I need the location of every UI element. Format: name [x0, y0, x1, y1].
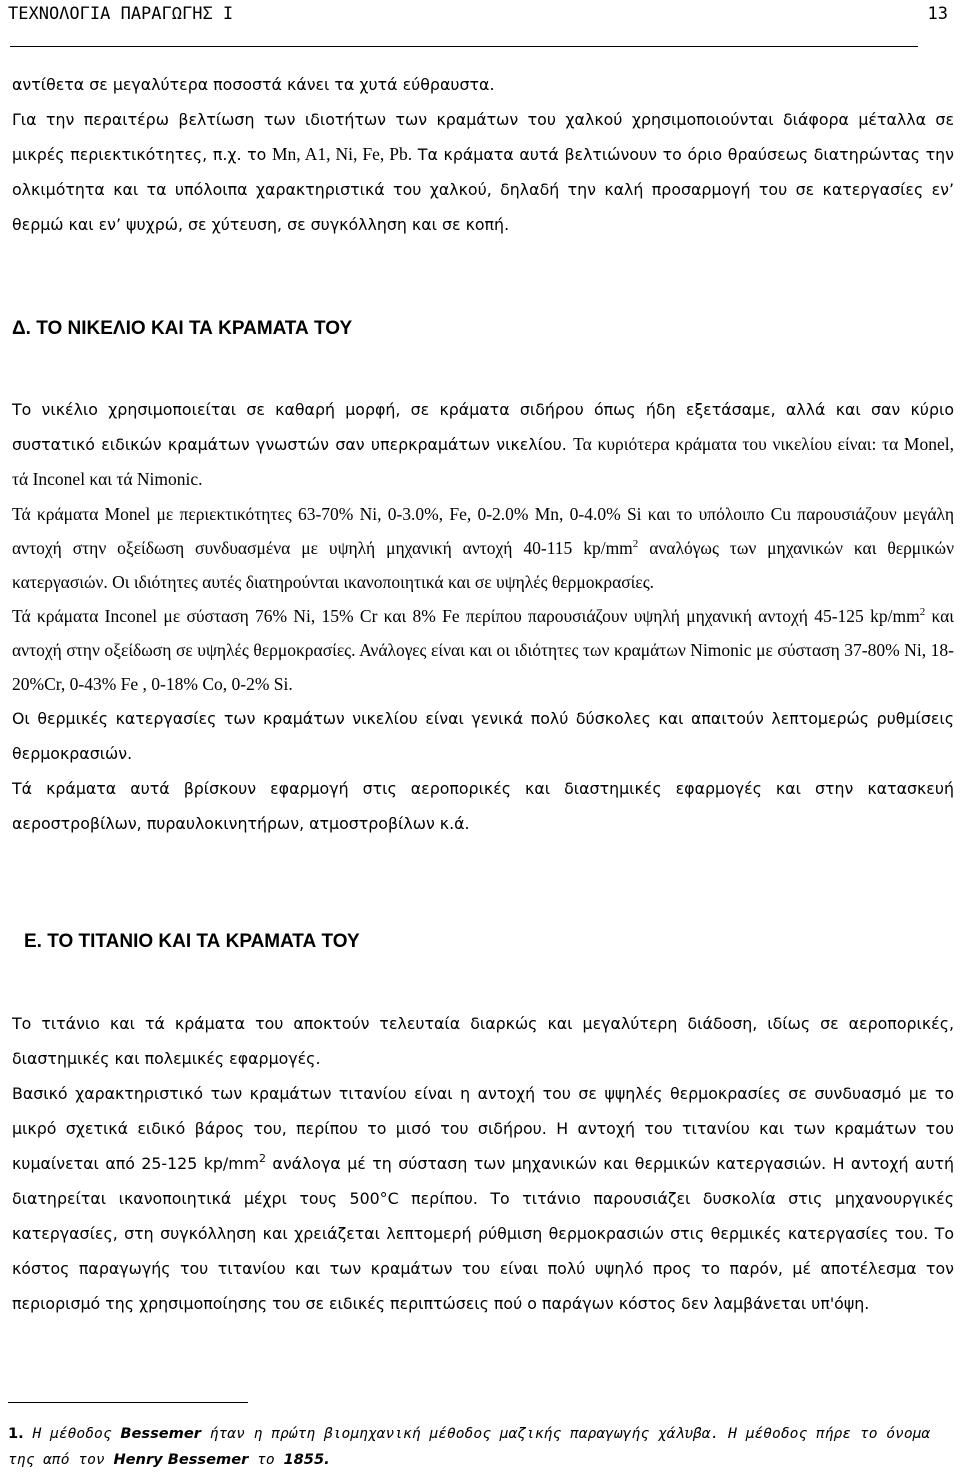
titanium-section [12, 1006, 954, 1321]
paragraph [12, 701, 954, 771]
paragraph-text: Οι θερμικές κατεργασίες των κραμάτων νικελίου είναι γενικά πολύ δύσκολες και απαιτούν λεπτομερώς ρυθμίσεις θερμοκρασιών. [12, 709, 954, 763]
footnote [8, 1421, 953, 1473]
superscript: 2 [258, 1152, 266, 1165]
section-heading-nickel: Δ. ΤΟ ΝΙΚΕΛΙΟ ΚΑΙ ΤΑ ΚΡΑΜΑΤΑ ΤΟΥ [12, 318, 353, 339]
superscript: 2 [632, 538, 639, 550]
paragraph [12, 1006, 954, 1076]
paragraph-text: Τά κράματα αυτά βρίσκουν εφαρμογή στις αεροπορικές και διαστημικές εφαρμογές και στην κατασκευή αεροστροβίλων, πυραυλοκινητήρων, ατμοστροβίλων κ.ά. [12, 779, 954, 833]
paragraph-text: Το νικέλιο χρησιμοποιείται σε καθαρή μορφή, σε κράματα σιδήρου όπως ήδη εξετάσαμε, αλλά και σαν κύριο συστατικό ειδικών κραμάτων γνωστών σαν υπερκραμάτων νικελίου. [12, 400, 954, 454]
paragraph-text: Τα κυριότερα κράματα του νικελίου είναι: τα Monel, τά Inconel και τά Nimonic. [12, 434, 955, 489]
paragraph-text: και αντοχή στην οξείδωση σε υψηλές θερμοκρασίες. Ανάλογες είναι και οι ιδιότητες των κραμάτων Nimonic με σύσταση 37-80% Ni, 18-20%Cr, 0-43% Fe , 0-18% Co, 0-2% Si. [12, 606, 955, 694]
footnote-year: 1855. [283, 1451, 330, 1468]
paragraph-text: Το τιτάνιο και τά κράματα του αποκτούν τελευταία διαρκώς και μεγαλύτερη διάδοση, ιδίως σε αεροπορικές, διαστημικές και πολεμικές εφαρμογές. [12, 1014, 954, 1068]
paragraph-text: ανάλογα μέ τη σύσταση των μηχανικών και θερμικών κατεργασιών. Η αντοχή αυτή διατηρείται ικανοποιητικά μέχρι τους 500°C περίπου. Το τιτάνιο παρουσιάζει δυσκολία στις μηχανουργικές κατεργασίες, στη συγκόλληση και χρειάζεται λεπτομερή ρύθμιση θερμοκρασιών στις θερμικές κατεργασίες του. Το κόστος παραγωγής του τιτανίου και των κραμάτων του είναι πολύ υψηλό προς το παρόν, μέ αποτέλεσμα τον περιορισμό της χρησιμοποίησης του σε ειδικές περιπτώσεις πού ο παράγων κόστος δεν λαμβάνεται υπ'όψη. [12, 1154, 954, 1313]
section-heading-titanium: Ε. ΤΟ ΤΙΤΑΝΙΟ ΚΑΙ ΤΑ ΚΡΑΜΑΤΑ ΤΟΥ [24, 931, 360, 952]
footnote-rule [8, 1402, 248, 1403]
footnote-text: ήταν η πρώτη βιομηχανική μέθοδος μαζικής παραγωγής χάλυβα. Η μέθοδος πήρε το όνομα της από τον [8, 1425, 931, 1468]
header-rule [10, 46, 918, 47]
running-header [8, 2, 948, 30]
metal-list: Mn, A1, Ni, Fe, Pb. [272, 144, 413, 164]
paragraph-text: Τα κράματα αυτά βελτιώνουν το όριο θραύσεως διατηρώντας την ολκιμότητα και τα υπόλοιπα χαρακτηριστικά του χαλκού, δηλαδή την καλή προσαρμογή του σε κατεργασίες εν’ θερμώ και εν’ ψυχρώ, σε χύτευση, σε συγκόλληση και σε κοπή. [12, 145, 954, 234]
footnote-name: Henry Bessemer [113, 1451, 249, 1468]
paragraph-text: Τά κράματα Monel με περιεκτικότητες 63-70% Ni, 0-3.0%, Fe, 0-2.0% Mn, 0-4.0% Si και το υπόλοιπο Cu παρουσιάζουν μεγάλη αντοχή στην οξείδωση συνδυασμένα με υψηλή μηχανική αντοχή 40-115 kp/mm [12, 504, 954, 558]
header-title: ΤΕΧΝΟΛΟΓΙΑ ΠΑΡΑΓΩΓΗΣ Ι [8, 4, 234, 24]
paragraph [12, 1076, 954, 1321]
page-number: 13 [927, 4, 948, 24]
footnote-name: Bessemer [120, 1425, 201, 1442]
paragraph [12, 392, 954, 497]
paragraph [12, 497, 954, 599]
paragraph [12, 102, 954, 242]
paragraph-text: Βασικό χαρακτηριστικό των κραμάτων τιτανίου είναι η αντοχή του σε ψψηλές θερμοκρασίες σε συνδυασμό με το μικρό σχετικά ειδικό βάρος του, περίπου το μισό του σιδήρου. Η αντοχή του τιτανίου και των κραμάτων του κυμαίνεται από 25-125 kp/mm [12, 1084, 954, 1173]
copper-section [12, 67, 954, 242]
paragraph [12, 771, 954, 841]
paragraph [12, 67, 954, 102]
paragraph [12, 599, 954, 701]
paragraph-text: αναλόγως των μηχανικών και θερμικών κατεργασιών. Οι ιδιότητες αυτές διατηρούνται ικανοποιητικά και σε υψηλές θερμοκρασίες. [12, 538, 954, 592]
paragraph-text: αντίθετα σε μεγαλύτερα ποσοστά κάνει τα χυτά εύθραυστα. [12, 75, 495, 94]
nickel-section [12, 392, 954, 841]
footnote-text: Η μέθοδος [23, 1425, 121, 1442]
paragraph-text: Τά κράματα Inconel με σύσταση 76% Ni, 15% Cr και 8% Fe περίπου παρουσιάζουν υψηλή μηχανική αντοχή 45-125 kp/mm [12, 606, 920, 626]
paragraph-text: Για την περαιτέρω βελτίωση των ιδιοτήτων των κραμάτων του χαλκού χρησιμοποιούνται διάφορα μέταλλα σε μικρές περιεκτικότητες, π.χ. το [12, 110, 954, 164]
footnote-number: 1. [8, 1425, 24, 1442]
superscript: 2 [919, 606, 926, 618]
footnote-text: το [248, 1451, 284, 1468]
